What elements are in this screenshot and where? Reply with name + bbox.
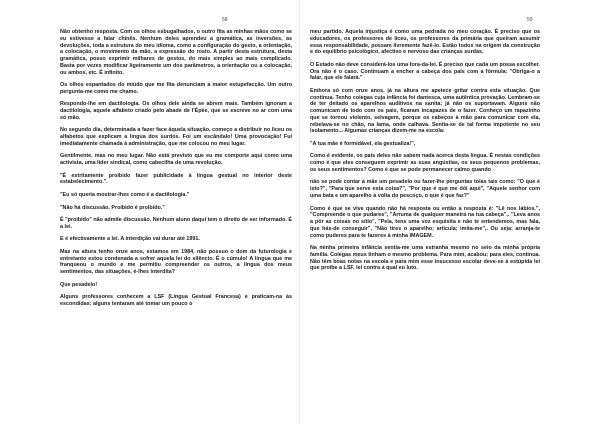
paragraph: Alguns professores conhecem a LSF (Língua Gestual Francesa) e praticam-na às escondidas; alguns tentaram até tomar um pouco o [60,294,292,308]
page-number-left: 58 [222,17,228,23]
paragraph: No segundo dia, determinada a fazer face àquela situação, começo a distribuir no liceu os alfabetos que explicam a língua dos surdos. Foi um escândalo! Uma provocação! Fui imediatamente chamada à administração, que me colocou no meu lugar. [60,127,292,147]
paragraph: "Não há discussão. Proibido é proibido." [60,204,165,211]
paragraph: E é efectivamente a lei. A interdição vai durar até 1991. [60,236,200,243]
right-page-text [310,29,540,278]
paragraph: O Estado não deve considerá-los uma fora-da-lei. É preciso que cada um possa escolher. Ora não é o caso. Continuam a encher a cabeça dos pais com a fórmula: "Obriga-o a falar, que ele falará." [310,61,540,82]
paragraph: Mas na altura tenho onze anos, estamos em 1984, não possuo o dom da futurologia e entretanto estou condenada a sofrer aquela lei do silêncio. É o cúmulo! A língua que me franqueou o mundo e me permitiu compreender os outros, a língua dos meus sentimentos, das situações, é-lhes interdita? [60,248,292,276]
paragraph: "É estritamente proibido fazer publicidade à língua gestual no interior deste estabelecimento.". [60,172,292,186]
paragraph: Que pesadelo! [60,281,98,288]
paragraph: Como é evidente, os pais deles não sabem nada acerca desta língua. É nestas condições como é que eles conseguem exprimir as suas angústias, os seus pequenos problemas, os seus sentimentos? Como é que se pode permanecer calmo quando [310,153,540,173]
paragraph: Embora só com onze anos, já na altura me apetece gritar contra esta situação. Que continua. Tenho colegas cuja infância foi dantesca, uma autêntica provação. Lembram-se de ter deitado os aparelhos auditivos na sanita; já não os suportavam. Alguns não comunicam de todo com os pais, ficaram incapazes de o fazer. Conheço um rapazinho que se tornou violento, selvagem, porque os cabeços à mão para comunicar com ela, rebelava-se no chão, na lama, onde calhava. Sentia-se de tal forma impotente no seu isolamento... Algumas crianças dizem-me na escola: [310,87,540,135]
paragraph: Não obtenho resposta. Com os olhos esbugalhados, o outro fita as minhas mãos como se eu estivesse a falar chinês. Nenhum deles aprendeu a gramática, as inversões, as devoluções, toda a estrutura do meu idioma, como a configuração do gesto, a orientação, a colocação, o movimento da mão, a expressão do rosto. A partir desta estrutura, desta gramática, posso exprimir milhares de gestos, do mais simples ao mais complicado. Basta por vezes modificar ligeiramente um dos parâmetros, a orientação ou a colocação, ou ambos, etc. É infinito. [60,29,292,76]
paragraph: Os olhos espantados do miúdo que me fita denunciam a maior estupefacção. Um outro pergunta-me como me chamo. [60,82,292,95]
paragraph: Como é que se vive quando não há resposta ou então a resposta é: "Lê nos lábios.", "Compreende o que pudares", "Arruma de qualquer maneira na tua cabeça",. "Leva anos a pôr as coisas no sítio", "Pela, tens uma voz esquisita e não te entendemos, mas fala, que hás-de conseguir", "Não tires o aparelho; articula; imita-me",. Ou seja: arranja-te como puderes para te fazeres à minha IMAGEM. [310,205,540,239]
paragraph: "A tua mãe é formidável, ela gestualiza!", [310,140,416,147]
paragraph: Na minha primeira infância sentia-me uma estranha mesmo no seio da minha própria família. Colegas meus tinham o mesmo problema. Para mim, acabou; para eles, continua. Não têm boas notas na escola e para mim esse insucesso escolar deve-se à estúpida lei que proibe a LSF, lei contra a qual eu luto. [310,245,540,272]
paragraph: É "proibido" não admite discussão. Nenhum aluno daqui tem o direito de ser informado. É a lei. [60,217,292,230]
paragraph: Gentilmente, mas no meu lugar. Não está previsto que eu me comporte aqui como uma activista, uma líder sindical, como cabecilha de uma revolução. [60,153,292,167]
paragraph: Respondo-lhe em dactilologia. Os olhos dele ainda se abrem mais. Também ignoram a dactilologia, aquele alfabeto criado pelo abade de l'Épée, que se escreve no ar com uma só mão. [60,101,292,121]
paragraph: "Eu só queria mostrar-lhes como é a dactilologia." [60,192,190,199]
paragraph: não se pode contar à mãe um pesadelo ou fazer-lhe perguntas tolas tais como: "O que é isto?", "Para que serve esta coisa?", "Por que é que me dói aqui", "Aquele senhor com uma bata e um aparelho à volta do pescoço, o que é que faz?" [310,179,540,199]
left-page-text [60,29,292,314]
right-page [300,0,600,424]
page-number-right: 59 [527,17,533,23]
paragraph: meu partido. Aquela injustiça é como uma pedrada no meu coração. É preciso que os educadores, os professores de liceu, os professores da primária que queiram assumir essa responsabilidade, possam livremente fazê-lo. Estão todos na origem da construção e do equilíbrio psicológico, afectivo e nervoso das crianças surdas. [310,29,540,56]
